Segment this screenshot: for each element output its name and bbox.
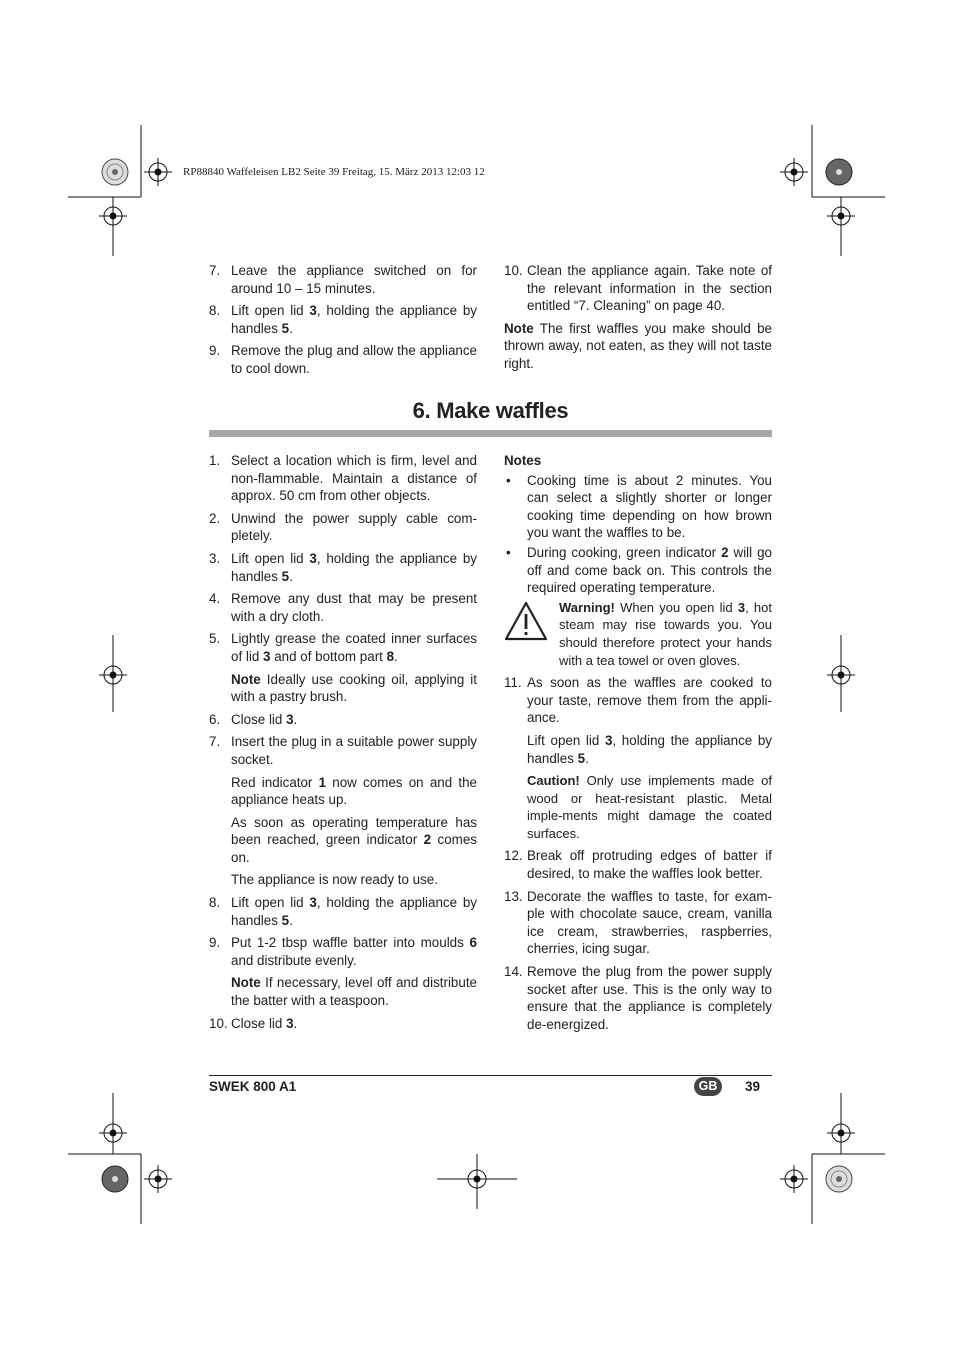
item-text: Put 1-2 tbsp waffle batter into moulds	[231, 935, 470, 951]
section-title: 6. Make waffles	[412, 398, 569, 423]
list-item	[504, 674, 772, 727]
part-number: 3	[604, 732, 613, 748]
item-text: Select a location which is firm, level and non-flammable. Maintain a distance of approx. 50 cm from other objects.	[231, 453, 477, 504]
note-paragraph	[209, 974, 477, 1009]
part-number: 5	[281, 912, 290, 928]
list-item	[209, 934, 477, 969]
item-text: Lift open lid	[231, 550, 310, 566]
list-item	[504, 963, 772, 1033]
list-item	[209, 630, 477, 665]
item-number: 9.	[209, 935, 221, 951]
list-item	[209, 510, 477, 545]
step-paragraph	[504, 732, 772, 767]
note-text: The first waffles you make should be thrown away, not eaten, as they will not taste right.	[504, 320, 772, 371]
item-number: 7.	[209, 734, 221, 750]
bullet-icon: •	[506, 472, 511, 488]
warning-block	[504, 599, 772, 669]
caution-paragraph	[504, 772, 772, 842]
part-number: 3	[737, 599, 746, 615]
list-item	[209, 711, 477, 729]
item-text: Leave the appliance switched on for around 10 – 15 minutes.	[231, 263, 477, 296]
part-number: 2	[721, 544, 729, 560]
item-text: and of bottom part	[270, 648, 387, 664]
page-number: 39	[745, 1079, 761, 1094]
item-number: 8.	[209, 895, 221, 911]
note-label: Note	[231, 671, 261, 687]
item-text: Lift open lid	[231, 303, 310, 319]
part-number: 3	[309, 303, 317, 319]
item-text: .	[585, 750, 589, 766]
top-right-column	[504, 262, 772, 378]
item-number: 7.	[209, 263, 221, 278]
list-item	[209, 590, 477, 625]
item-text: As soon as the waffles are cooked to your taste, remove them from the appli-ance.	[527, 675, 772, 726]
item-text: Insert the plug in a suitable power supply socket.	[231, 734, 477, 767]
item-number: 14.	[504, 964, 523, 980]
item-text: Remove the plug from the power supply socket after use. This is the only way to ensure that the appliance is completely de-energized.	[527, 964, 772, 1032]
caution-label: Caution!	[527, 773, 580, 789]
color-bar-icon	[102, 159, 128, 185]
note-paragraph	[209, 671, 477, 706]
item-text: Lightly grease the coated inner surfaces of lid	[231, 631, 477, 664]
part-number: 3	[309, 895, 317, 911]
list-item	[504, 544, 772, 597]
note-label: Note	[231, 975, 261, 991]
warning-text: When you open lid	[614, 599, 738, 615]
list-item	[504, 847, 772, 882]
top-left-column	[209, 262, 477, 383]
item-number: 2.	[209, 510, 221, 526]
list-item	[209, 550, 477, 585]
item-text: .	[293, 711, 298, 727]
part-number: 3	[286, 711, 294, 727]
part-number: 8	[386, 648, 395, 664]
registration-mark-icon	[780, 1165, 808, 1193]
item-text: .	[293, 1015, 298, 1031]
color-bar-icon	[826, 159, 852, 185]
registration-mark-icon	[144, 1165, 172, 1193]
item-text: comes on.	[231, 832, 477, 865]
note-paragraph	[504, 320, 772, 373]
item-number: 10.	[209, 1015, 228, 1031]
warning-label: Warning!	[559, 599, 615, 615]
item-number: 12.	[504, 848, 523, 864]
part-number: 5	[577, 750, 586, 766]
list-item	[504, 472, 772, 542]
item-text: will go off and come back on. This controls the required operating temperature.	[527, 544, 772, 596]
item-text: .	[289, 320, 293, 336]
part-number: 6	[469, 935, 477, 951]
item-text: Close lid	[231, 711, 287, 727]
steps-left-column	[209, 452, 477, 1037]
footer-rule	[209, 1075, 772, 1076]
part-number: 3	[263, 648, 271, 664]
item-text: now comes on and the appliance heats up.	[231, 774, 477, 808]
item-text: Cooking time is about 2 minutes. You can select a slightly shorter or longer cooking time depending on how brown you want the waffles to be.	[527, 472, 772, 541]
item-text: As soon as operating temperature has been reached, green indicator	[231, 814, 477, 848]
item-text: .	[394, 648, 398, 664]
item-number: 4.	[209, 591, 221, 607]
item-text: During cooking, green indicator	[527, 544, 722, 560]
item-number: 9.	[209, 343, 221, 359]
item-text: Decorate the waffles to taste, for exam-ple with chocolate sauce, cream, vanilla ice cream, strawberries, raspberries, cherries, icing sugar.	[527, 888, 772, 957]
list-item	[209, 894, 477, 929]
list-item	[209, 1015, 477, 1033]
steps-right-column	[504, 452, 772, 1038]
section-divider	[209, 430, 772, 437]
part-number: 2	[423, 832, 432, 848]
item-text: Close lid	[231, 1015, 287, 1031]
item-number: 1.	[209, 453, 221, 468]
item-text: , holding the appliance by handles	[231, 550, 477, 584]
color-bar-icon	[826, 1166, 852, 1192]
color-bar-icon	[102, 1166, 128, 1192]
item-text: Red indicator	[231, 774, 319, 790]
part-number: 5	[281, 568, 290, 584]
step-paragraph: The appliance is now ready to use.	[231, 872, 438, 888]
step-paragraph	[209, 774, 477, 809]
part-number: 3	[286, 1015, 294, 1031]
registration-mark-icon	[144, 158, 172, 186]
list-item	[504, 888, 772, 958]
item-text: , holding the appliance by handles	[231, 303, 477, 336]
item-text: Lift open lid	[231, 895, 310, 911]
item-text: Break off protruding edges of batter if desired, to make the waffles look better.	[527, 848, 772, 882]
list-item	[209, 262, 477, 297]
item-text: and distribute evenly.	[231, 952, 357, 968]
item-number: 11.	[504, 675, 522, 691]
item-text: Clean the appliance again. Take note of the relevant information in the section entitled “7. Cleaning” on page 40.	[527, 263, 772, 314]
print-header: RP88840 Waffeleisen LB2 Seite 39 Freitag, 15. März 2013 12:03 12	[183, 166, 485, 178]
step-paragraph	[209, 814, 477, 867]
warning-text: , hot steam may rise towards you. You should therefore protect your hands with a tea towel or oven gloves.	[559, 599, 773, 668]
item-text: Remove any dust that may be present with a dry cloth.	[231, 591, 477, 624]
item-text: .	[289, 912, 293, 928]
caution-text: Only use implements made of wood or heat-resistant plastic. Metal imple-ments might damage the coated surfaces.	[527, 773, 772, 841]
note-text: Ideally use cooking oil, applying it with a pastry brush.	[231, 671, 477, 705]
language-badge: GB	[694, 1077, 722, 1096]
list-item	[209, 452, 477, 505]
note-text: If necessary, level off and distribute the batter with a teaspoon.	[231, 975, 477, 1009]
item-number: 8.	[209, 303, 221, 319]
item-number: 5.	[209, 631, 221, 647]
item-text: .	[289, 568, 293, 584]
list-item	[209, 302, 477, 337]
item-text: , holding the appliance by handles	[231, 895, 477, 928]
list-item	[504, 262, 772, 315]
notes-heading: Notes	[504, 453, 542, 468]
item-text: Lift open lid	[527, 732, 605, 748]
item-text: Unwind the power supply cable com-pletely.	[231, 510, 477, 544]
registration-mark-icon	[780, 158, 808, 186]
bullet-icon: •	[506, 544, 511, 560]
item-number: 10.	[504, 263, 523, 278]
item-number: 6.	[209, 711, 221, 727]
part-number: 3	[309, 550, 317, 566]
list-item	[209, 342, 477, 377]
note-label: Note	[504, 320, 534, 336]
item-number: 13.	[504, 888, 523, 904]
warning-triangle-icon	[504, 601, 548, 641]
list-item	[209, 733, 477, 768]
part-number: 1	[318, 774, 327, 790]
item-text: , holding the appliance by handles	[527, 732, 772, 766]
item-number: 3.	[209, 550, 221, 566]
item-text: Remove the plug and allow the appliance to cool down.	[231, 343, 477, 376]
footer-model: SWEK 800 A1	[209, 1079, 297, 1094]
part-number: 5	[281, 320, 290, 336]
